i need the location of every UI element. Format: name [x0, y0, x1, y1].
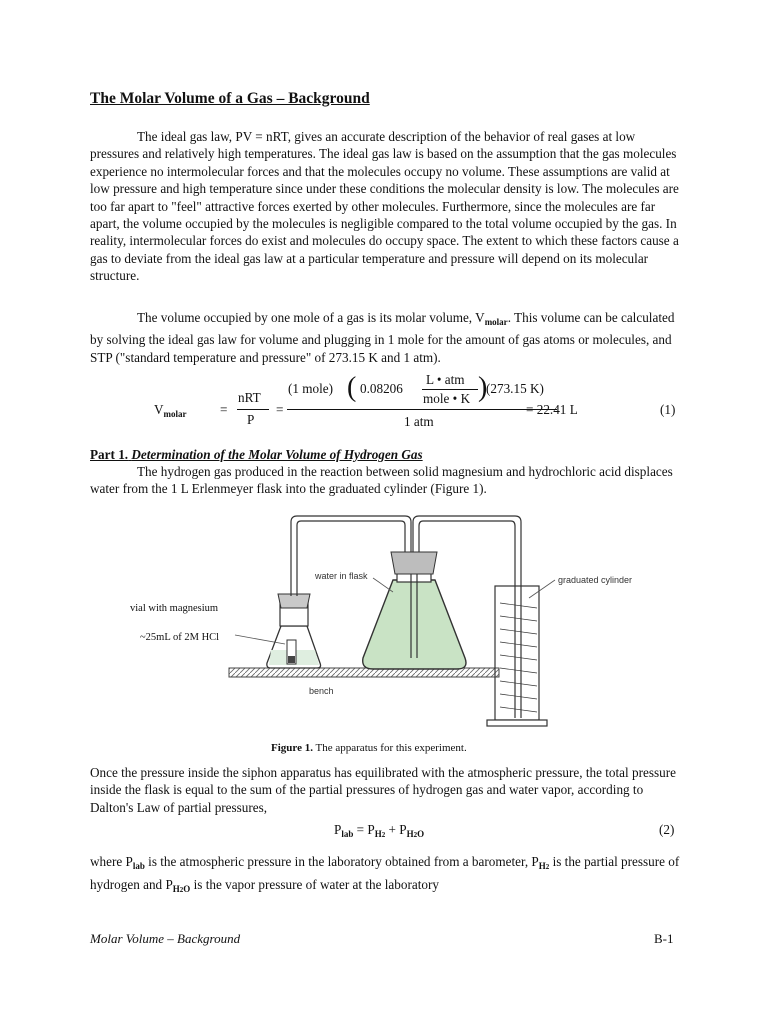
paragraph-ideal-gas: The ideal gas law, PV = nRT, gives an accurate description of the behavior of real gases at low pressures and relatively high temperatures. The ideal gas law is based on the assumption that the gas molecules experience no intermolecular forces and that the molecules occupy no volume. These assumptions are valid at low pressure and high temperature since under these conditions the molecular density is low. The molecules are too far apart to "feel" attractive forces exerted by other molecules. Furthermore, since the molecules are far apart, the volume occupied by the molecules is negligible compared to the total volume occupied by the gas. In reality, intermolecular forces do exist and molecules do occupy space. The extent to which these factors cause a gas to deviate from the ideal gas law at a particular temperature and pressure will depend on its molecular structure.: [90, 129, 679, 284]
eq-result: = 22.41 L: [526, 402, 578, 417]
eq-paren-open: (: [347, 372, 357, 403]
eq-number-1: (1): [660, 402, 676, 417]
eq-unit-num: L • atm: [426, 372, 465, 387]
eq-den-atm: 1 atm: [404, 414, 434, 429]
paragraph-daltons-law: Once the pressure inside the siphon apparatus has equilibrated with the atmospheric pressure, the total pressure inside the flask is equal to the sum of the partial pressures of hydrogen gas and water vapor, according to Dalton's Law of partial pressures,: [90, 765, 676, 815]
figure-label-hcl: ~25mL of 2M HCl: [140, 632, 220, 643]
small-flask: [267, 594, 321, 668]
text-fragment: The volume occupied by one mole of a gas is its molar volume, V: [137, 310, 485, 325]
eq-paren-close: ): [478, 372, 488, 403]
eq-lhs: $V_{molar}$: [154, 402, 187, 419]
figure-caption: Figure 1. The apparatus for this experiment.: [271, 742, 467, 754]
paragraph-molar-volume: [90, 309, 682, 366]
eq-constant: 0.08206: [360, 381, 403, 396]
graduated-cylinder: [487, 586, 547, 726]
eq-numerator-nrt: nRT: [238, 390, 261, 405]
eq-mole: (1 mole): [288, 381, 334, 396]
footer-page-number: B-1: [654, 931, 674, 946]
equation-2: $P_{lab} = P_{H2} + P_{H2O}$: [334, 822, 425, 839]
page-title: The Molar Volume of a Gas – Background: [90, 90, 370, 107]
text-fragment: . This volume can be calculated by solving the ideal gas law for volume and plugging in 1 mole for the amount of gas atoms or molecules, and STP ("standard temperature and pressure" of 273.15 K and 1 atm).: [90, 310, 675, 365]
figure-label-vial: vial with magnesium: [130, 603, 219, 614]
apparatus-figure: [225, 508, 645, 738]
equation-2-number: (2): [659, 822, 675, 837]
eq-denominator-p: P: [247, 412, 255, 427]
subscript: molar: [484, 317, 508, 327]
part1-heading: Part 1. Determination of the Molar Volume of Hydrogen Gas: [90, 447, 423, 462]
eq-equals: =: [220, 402, 228, 417]
eq-unit-den: mole • K: [423, 391, 471, 406]
footer-title: Molar Volume – Background: [90, 931, 241, 946]
paragraph-pressure-terms: where $P_{lab}$ is the atmospheric pressure in the laboratory obtained from a barometer, $P_{H2}$ is the partial pressure of hydrogen and $P_{H2O}$ is the vapor pressure of water at the laboratory: [90, 854, 680, 895]
equation-1: [90, 372, 690, 432]
eq-equals-2: =: [276, 402, 284, 417]
paragraph-part1: The hydrogen gas produced in the reaction between solid magnesium and hydrochloric acid displaces water from the 1 L Erlenmeyer flask into the graduated cylinder (Figure 1).: [90, 464, 673, 497]
label-water-in-flask: water in flask: [315, 571, 368, 581]
eq-temp: (273.15 K): [486, 381, 544, 396]
label-graduated-cylinder: graduated cylinder: [558, 575, 633, 585]
label-bench: bench: [309, 686, 334, 696]
large-flask: [363, 552, 466, 669]
